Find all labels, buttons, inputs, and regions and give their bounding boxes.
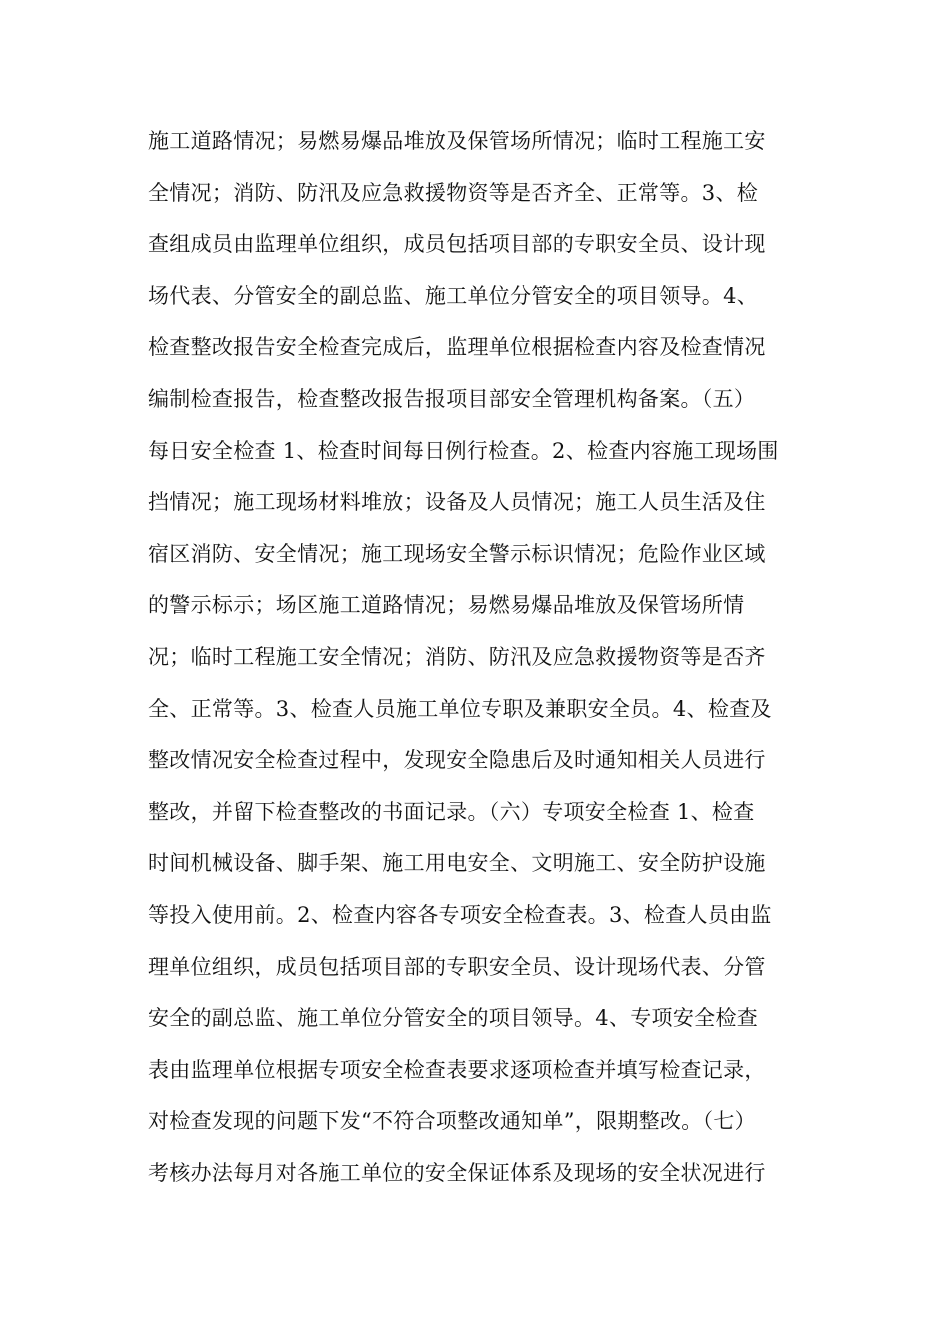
text-line: 况；临时工程施工安全情况；消防、防汛及应急救援物资等是否齐 — [148, 644, 766, 669]
text-line: 施工道路情况；易燃易爆品堆放及保管场所情况；临时工程施工安 — [148, 129, 766, 153]
body-text — [148, 116, 808, 1199]
text-line: 整改情况安全检查过程中，发现安全隐患后及时通知相关人员进行 — [148, 748, 766, 773]
text-line: 查组成员由监理单位组织，成员包括项目部的专职安全员、设计现 — [148, 232, 766, 257]
text-line: 每日安全检查 1、检查时间每日例行检查。2、检查内容施工现场围 — [148, 438, 779, 463]
text-line: 等投入使用前。2、检查内容各专项安全检查表。3、检查人员由监 — [148, 902, 772, 927]
text-line: 检查整改报告安全检查完成后，监理单位根据检查内容及检查情况 — [148, 335, 766, 360]
text-line: 宿区消防、安全情况；施工现场安全警示标识情况；危险作业区域 — [148, 541, 766, 566]
text-line: 挡情况；施工现场材料堆放；设备及人员情况；施工人员生活及住 — [148, 490, 766, 515]
text-line: 场代表、分管安全的副总监、施工单位分管安全的项目领导。4、 — [148, 283, 759, 308]
text-line: 安全的副总监、施工单位分管安全的项目领导。4、专项安全检查 — [148, 1006, 759, 1031]
text-line: 对检查发现的问题下发“不符合项整改通知单”，限期整改。（七） — [148, 1109, 756, 1134]
text-line: 理单位组织，成员包括项目部的专职安全员、设计现场代表、分管 — [148, 954, 766, 979]
text-line: 考核办法每月对各施工单位的安全保证体系及现场的安全状况进行 — [148, 1160, 766, 1185]
text-line: 全情况；消防、防汛及应急救援物资等是否齐全、正常等。3、检 — [148, 180, 759, 205]
text-line: 的警示标示；场区施工道路情况；易燃易爆品堆放及保管场所情 — [148, 593, 745, 618]
text-line: 时间机械设备、脚手架、施工用电安全、文明施工、安全防护设施 — [148, 851, 766, 876]
text-line: 编制检查报告，检查整改报告报项目部安全管理机构备案。（五） — [148, 386, 756, 411]
text-line: 全、正常等。3、检查人员施工单位专职及兼职安全员。4、检查及 — [148, 696, 772, 721]
text-line: 整改，并留下检查整改的书面记录。（六）专项安全检查 1、检查 — [148, 799, 755, 824]
text-line: 表由监理单位根据专项安全检查表要求逐项检查并填写检查记录， — [148, 1057, 766, 1082]
